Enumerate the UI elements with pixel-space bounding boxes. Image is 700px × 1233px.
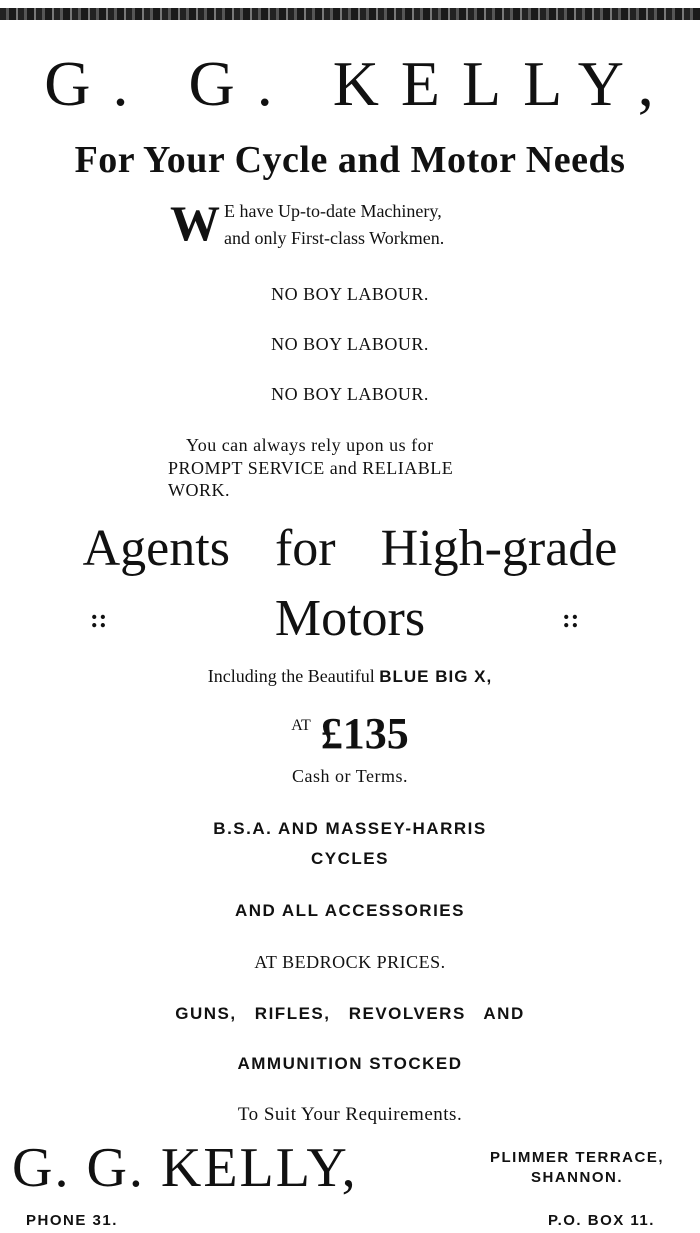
drop-cap: W (170, 195, 220, 251)
price-value: £135 (320, 709, 409, 758)
cash-terms: Cash or Terms. (292, 766, 408, 786)
intro-line-2: and only First-class Workmen. (224, 228, 445, 248)
blue-big-x-label: BLUE BIG X, (379, 667, 493, 686)
guns-line: GUNS, RIFLES, REVOLVERS AND (175, 1004, 525, 1023)
motors-row (0, 592, 700, 652)
shop-name-footer: G. G. KELLY, (12, 1137, 358, 1199)
no-boy-labour-2: NO BOY LABOUR. (271, 334, 429, 354)
top-border-rule (0, 8, 700, 20)
address-line-1: PLIMMER TERRACE, (490, 1149, 664, 1166)
address-line-2: SHANNON. (530, 1169, 623, 1187)
intro-line-1: E have Up-to-date Machinery, (224, 201, 442, 221)
po-box: P.O. BOX 11. (548, 1212, 655, 1229)
reliability-paragraph (168, 434, 546, 502)
requirements-line: To Suit Your Requirements. (237, 1104, 463, 1125)
motors-heading: Motors (274, 590, 426, 647)
address-block (462, 1148, 692, 1189)
no-boy-labour-3: NO BOY LABOUR. (271, 384, 429, 404)
accessories-line: AND ALL ACCESSORIES (234, 901, 465, 920)
rely-line-1: You can always rely upon us for (186, 435, 434, 455)
tagline: For Your Cycle and Motor Needs (74, 139, 626, 181)
rely-line-3: WORK. (168, 480, 230, 500)
phone-number: PHONE 31. (26, 1212, 118, 1229)
ammunition-line: AMMUNITION STOCKED (237, 1054, 463, 1073)
ornament-left: :: (90, 604, 108, 633)
including-text: Including the Beautiful (207, 666, 375, 686)
rely-line-2: PROMPT SERVICE and RELIABLE (168, 457, 454, 478)
intro-paragraph (170, 195, 570, 252)
bedrock-prices: AT BEDROCK PRICES. (254, 952, 446, 972)
cycles-line-1: B.S.A. AND MASSEY-HARRIS (213, 819, 487, 838)
ornament-right: :: (562, 604, 580, 633)
including-line (0, 666, 700, 687)
cycles-line-2: CYCLES (311, 849, 389, 868)
at-label: AT (291, 717, 311, 734)
no-boy-labour-1: NO BOY LABOUR. (271, 284, 429, 304)
agents-heading: Agents for High-grade (82, 520, 618, 577)
price-line (0, 709, 700, 758)
shop-name-heading: G. G. KELLY, (44, 48, 676, 119)
